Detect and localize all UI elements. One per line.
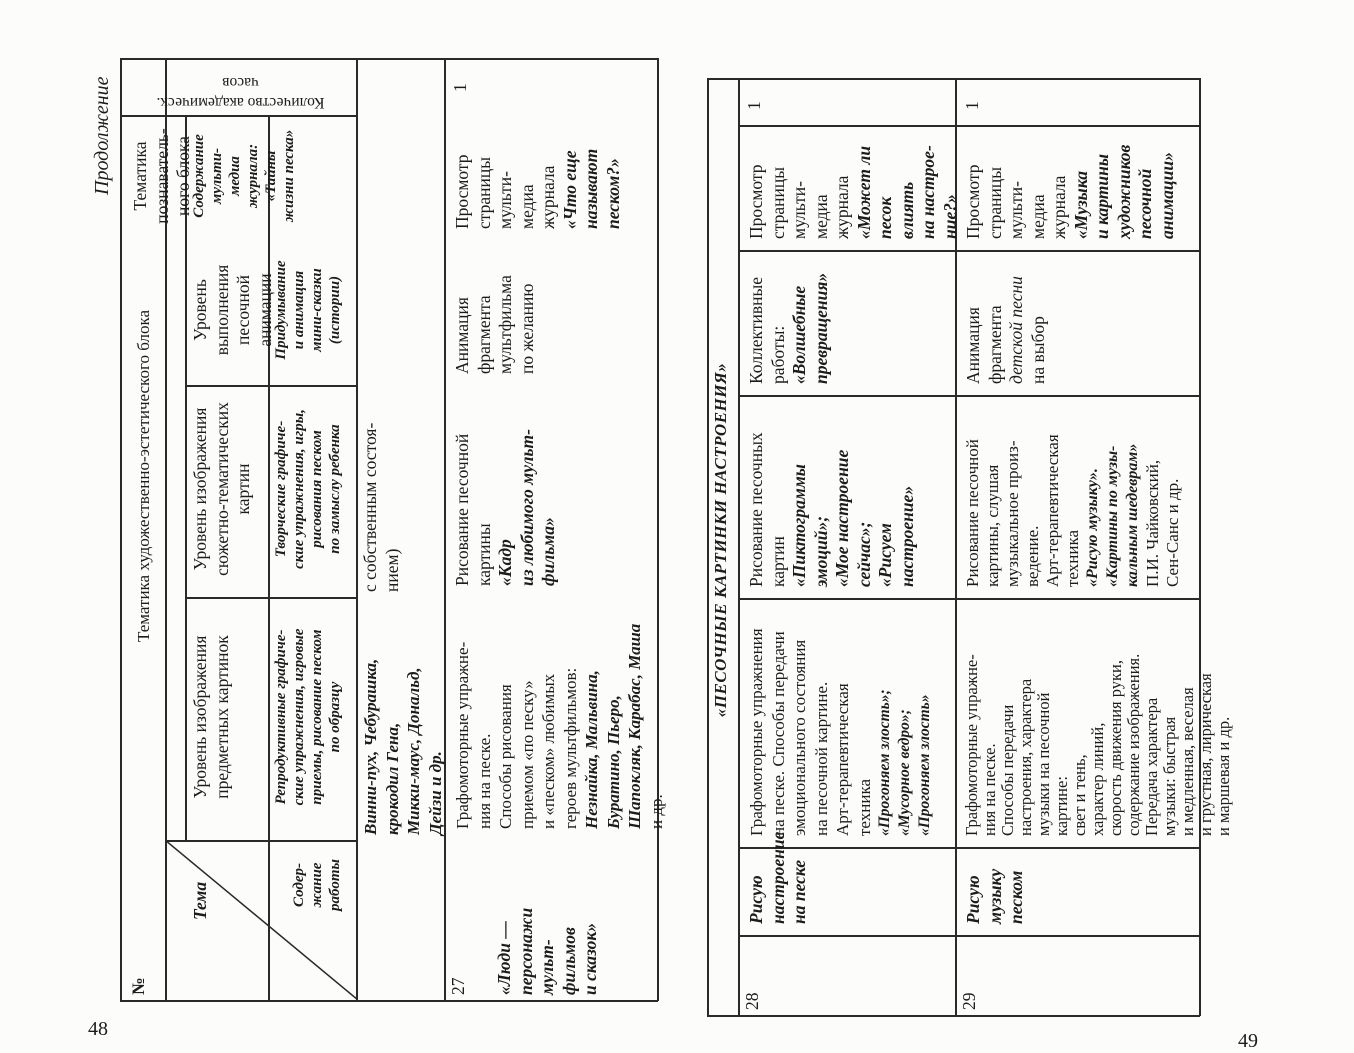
continued-level1: Винни-пух, Чебурашка, крокодил Гена, Микки-маус, Дональд, Дейзи и др.: [361, 658, 445, 835]
row29-topic: Рисую музыку песком: [963, 868, 1026, 924]
header-topic: Тема: [190, 881, 210, 920]
header-level2: Уровень изображения сюжетно-тематических картин: [190, 402, 253, 576]
header-block-title: Тематика художественно-эстетического блока: [134, 310, 153, 643]
row27-level3: Анимация фрагмента мультфильма по желанию: [452, 275, 537, 374]
row29-level2: Рисование песочной картины, слушая музыкальное произ- ведение. Арт-терапевтическая техника «Рисую музыку». «Картины по музы- кальным шедеврам» П.И. Чайковский, Сен-Санс и др.: [963, 434, 1182, 587]
row28-num: 28: [742, 992, 762, 1010]
header-content: Содер- жание работы: [291, 859, 343, 911]
row27-num: 27: [448, 977, 468, 995]
row29-num: 29: [959, 992, 979, 1010]
header-level3: Уровень выполнения песочной анимации: [190, 264, 275, 356]
content-level3: Придумывание и анимация мини-сказки (истории): [273, 260, 343, 360]
row28-level3: Коллективные работы: «Волшебные превращения»: [746, 272, 831, 384]
content-level1: Репродуктивные графиче- ские упражнения, игровые приемы, рисование песком по образцу: [273, 628, 343, 806]
row29-level1: Графомоторные упражне- ния на песке. Способы передачи настроения, характера музыки на песочной картине: свет и тень, характер линий, скорость движения руки, содержание изображения. Передача характера музыки: быстрая и медленная, веселая и грустная, лирическая и маршевая и др.: [962, 653, 1233, 836]
content-cognitive: Содержание мульти- медиа журнала: «Тайны жизни песка»: [191, 129, 297, 223]
header-no: №: [128, 977, 148, 995]
header-level1: Уровень изображения предметных картинок: [190, 635, 232, 799]
page-number-right: 49: [1238, 1030, 1258, 1052]
row28-level2: Рисование песочных картин «Пиктограммы эмоций»; «Мое настроение сейчас»; «Рисуем настроение»: [746, 432, 917, 587]
continued-level2: с собственным состоя- нием): [360, 422, 402, 592]
row27-level2: Рисование песочной картины «Кадр из любимого мульт- фильма»: [452, 429, 558, 586]
row29-level3: Анимация фрагмента детской песни на выбор: [963, 276, 1048, 384]
content-level2: Творческие графиче- ские упражнения, игры, рисования песком по замыслу ребенка: [273, 409, 343, 569]
header-hours-label: Количество академическ. часов: [156, 74, 325, 111]
row29-hours: 1: [962, 101, 982, 110]
row28-hours: 1: [744, 101, 764, 110]
row28-topic: Рисую настроение на песке: [746, 831, 809, 924]
section-title: «ПЕСОЧНЫЕ КАРТИНКИ НАСТРОЕНИЯ»: [711, 362, 730, 718]
row27-hours: 1: [450, 83, 470, 92]
row29-cognitive: Просмотр страницы мульти- медиа журнала «Музыка и картины художников песочной анимации»: [963, 144, 1177, 239]
row28-level1: Графомоторные упражнения на песке. Способы передачи эмоционального состояния на песочной картине. Арт-терапевтическая техника «Прогоняем злость»; «Мусорное ведро»; «Прогоняем злость»: [747, 628, 933, 836]
row27-level1: Графомоторные упражне- ния на песке. Способы рисования приемом «по песку» и «песком» любимых героев мультфильмов: Незнайка, Мальвина, Буратино, Пьеро, Шапокляк, Карабас, Маша и др.: [453, 623, 666, 829]
row28-cognitive: Просмотр страницы мульти- медиа журнала «Может ли песок влиять на настрое- ние?»: [746, 145, 960, 239]
continuation-label: Продолжение: [91, 76, 113, 195]
row27-topic: «Люди — персонажи мульт- фильмов и сказок»: [494, 907, 600, 995]
row27-cognitive: Просмотр страницы мульти- медиа журнала «Что еще называют песком?»: [452, 148, 623, 229]
header-cognitive: Тематика познаватель- ного блока: [130, 128, 193, 224]
page-number-left: 48: [88, 1018, 108, 1040]
